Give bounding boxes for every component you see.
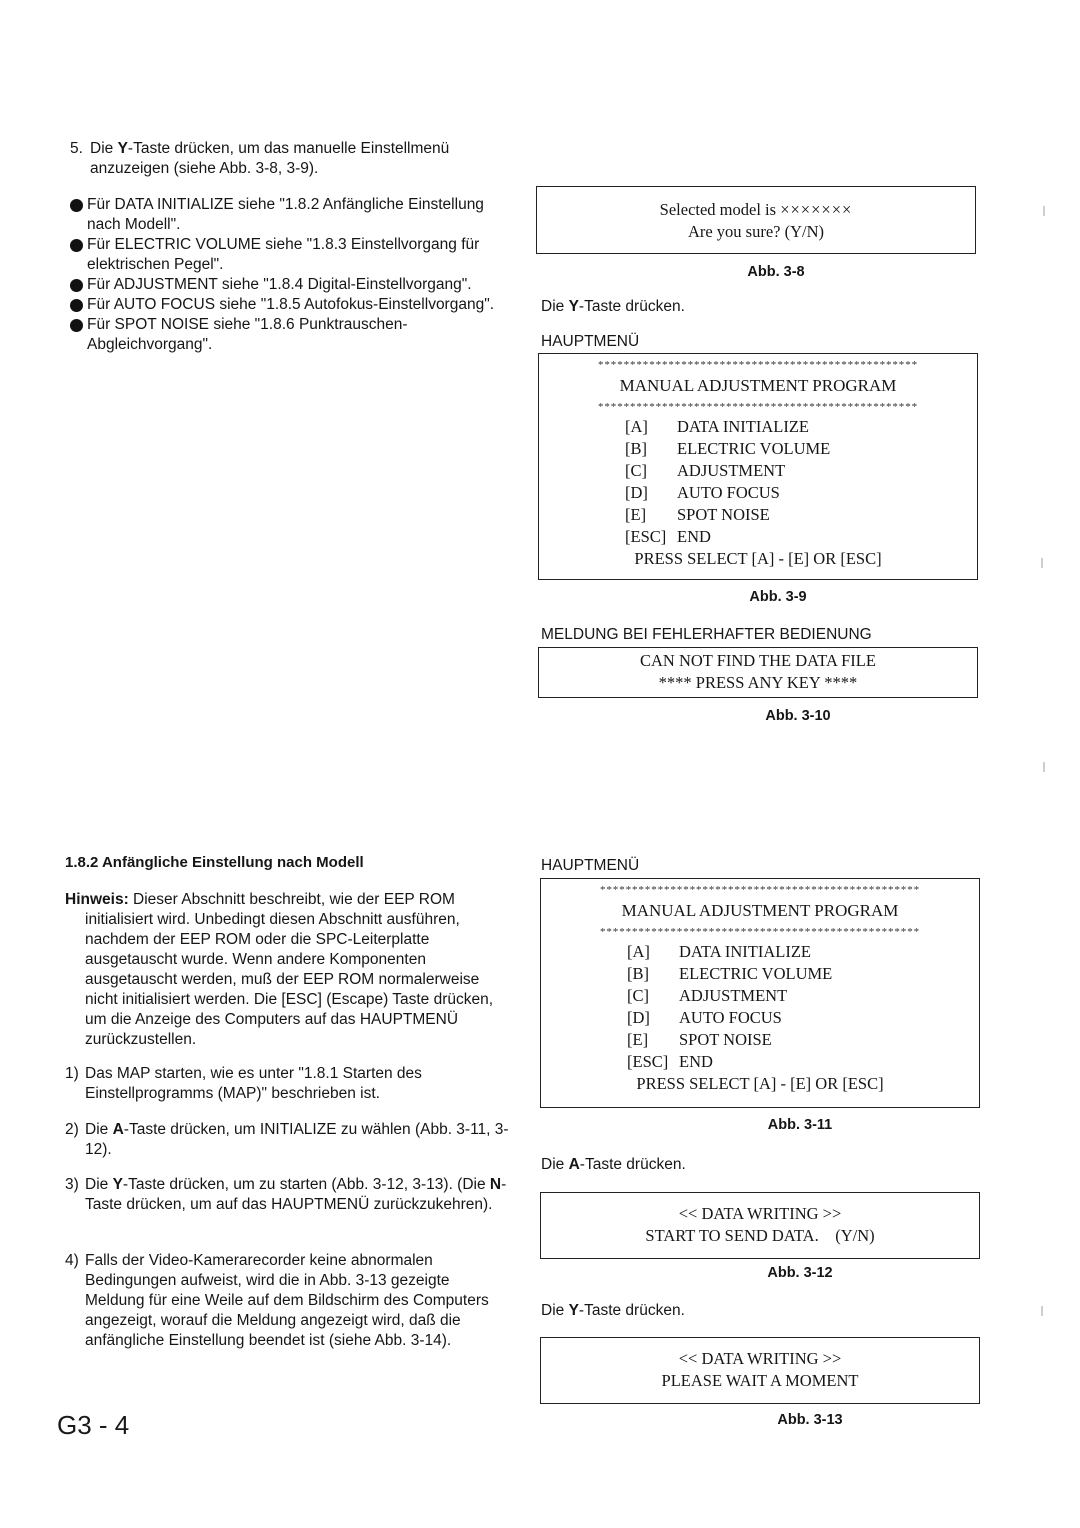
menu-title: MANUAL ADJUSTMENT PROGRAM	[619, 376, 897, 395]
menu-item-adjustment: [C] ADJUSTMENT	[625, 461, 786, 480]
instruction-text: Die Y-Taste drücken.	[541, 298, 685, 315]
scan-artifact	[1041, 1306, 1043, 1316]
figure-caption: Abb. 3-10	[765, 708, 831, 724]
screen-main-menu	[540, 878, 980, 1108]
menu-label: HAUPTMENÜ	[541, 333, 640, 350]
scan-artifact	[1043, 762, 1045, 772]
menu-item-electric-volume: [B] ELECTRIC VOLUME	[627, 964, 833, 983]
menu-item-data-initialize: [A] DATA INITIALIZE	[627, 942, 812, 961]
key-name: A	[568, 1156, 580, 1173]
key-name: Y	[568, 1302, 579, 1319]
step-number: 5.	[70, 140, 83, 157]
list-item: Für SPOT NOISE siehe "1.8.6 Punktrauschen-Abgleichvorgang".	[70, 315, 510, 355]
model-placeholder: ×××××××	[780, 200, 853, 219]
bullet-icon	[70, 239, 83, 252]
stars-divider: **************************************************	[600, 884, 920, 896]
key-name: A	[112, 1121, 124, 1138]
step-4	[65, 1251, 510, 1351]
figure-caption: Abb. 3-9	[749, 589, 807, 605]
list-item: Für ELECTRIC VOLUME siehe "1.8.3 Einstellvorgang für elektrischen Pegel".	[70, 235, 510, 275]
page-number: G3 - 4	[57, 1410, 130, 1440]
menu-label: HAUPTMENÜ	[541, 857, 640, 874]
step-text: Falls der Video-Kamerarecorder keine abnormalen Bedingungen aufweist, wird die in Abb. 3-13 gezeigte Meldung für eine Weile auf dem Bildschirm des Computers angezeigt, worauf die Meldung angezeigt wird, daß die anfängliche Einstellung beendet ist (siehe Abb. 3-14).	[85, 1252, 489, 1349]
scan-artifact	[1043, 206, 1045, 216]
figure-caption: Abb. 3-13	[777, 1412, 843, 1428]
step-number: 4)	[65, 1252, 79, 1269]
instruction-text: Die Y-Taste drücken.	[541, 1302, 685, 1319]
key-name: Y	[117, 140, 128, 157]
figure-caption: Abb. 3-11	[767, 1117, 833, 1133]
bullet-icon	[70, 199, 83, 212]
list-item: Für AUTO FOCUS siehe "1.8.5 Autofokus-Einstellvorgang".	[70, 295, 510, 315]
menu-item-end: [ESC] END	[625, 527, 711, 546]
menu-item-auto-focus: [D] AUTO FOCUS	[625, 483, 780, 502]
step-text: Die Y-Taste drücken, um zu starten (Abb. 3-12, 3-13). (Die N-Taste drücken, um auf das HAUPTMENÜ zurückzukehren).	[85, 1176, 507, 1213]
step-1	[65, 1064, 510, 1104]
error-section-label: MELDUNG BEI FEHLERHAFTER BEDIENUNG	[541, 626, 872, 643]
step-text: Das MAP starten, wie es unter "1.8.1 Starten des Einstellprogramms (MAP)" beschrieben ist.	[85, 1065, 422, 1102]
screen-data-writing-wait: << DATA WRITING >> PLEASE WAIT A MOMENT	[540, 1337, 980, 1404]
menu-prompt: PRESS SELECT [A] - [E] OR [ESC]	[634, 549, 882, 568]
note-label: Hinweis:	[65, 891, 129, 908]
step-text: Die Y-Taste drücken, um das manuelle Einstellmenü anzuzeigen (siehe Abb. 3-8, 3-9).	[90, 140, 450, 177]
menu-prompt: PRESS SELECT [A] - [E] OR [ESC]	[636, 1074, 884, 1093]
menu-item-data-initialize: [A] DATA INITIALIZE	[625, 417, 810, 436]
stars-divider: **************************************************	[598, 359, 918, 371]
step-3	[65, 1175, 510, 1215]
list-item: Für ADJUSTMENT siehe "1.8.4 Digital-Einstellvorgang".	[70, 275, 510, 295]
note-text: Dieser Abschnitt beschreibt, wie der EEP ROM initialisiert wird. Unbedingt diesen Abschnitt ausführen, nachdem der EEP ROM oder die SPC-Leiterplatte ausgetauscht wurde. Wenn andere Komponenten ausgetauscht werden, muß der EEP ROM normalerweise nicht initialisiert werden. Die [ESC] (Escape) Taste drücken, um die Anzeige des Computers auf das HAUPTMENÜ zurückzustellen.	[85, 891, 494, 1048]
note-paragraph	[65, 890, 510, 1050]
step-number: 1)	[65, 1065, 79, 1082]
menu-item-spot-noise: [E] SPOT NOISE	[625, 505, 770, 524]
menu-items	[625, 416, 977, 548]
menu-item-end: [ESC] END	[627, 1052, 713, 1071]
step-2	[65, 1120, 510, 1160]
figure-caption: Abb. 3-8	[747, 264, 805, 280]
menu-item-electric-volume: [B] ELECTRIC VOLUME	[625, 439, 831, 458]
menu-item-adjustment: [C] ADJUSTMENT	[627, 986, 788, 1005]
list-item: Für DATA INITIALIZE siehe "1.8.2 Anfängliche Einstellung nach Modell".	[70, 195, 510, 235]
screen-data-writing-confirm: << DATA WRITING >> START TO SEND DATA. (Y/N)	[540, 1192, 980, 1259]
menu-title: MANUAL ADJUSTMENT PROGRAM	[621, 901, 899, 920]
screen-model-confirm: Selected model is ××××××× Are you sure? (Y/N)	[536, 186, 976, 254]
step-number: 2)	[65, 1121, 79, 1138]
figure-caption: Abb. 3-12	[767, 1265, 833, 1281]
scan-artifact	[1041, 558, 1043, 568]
stars-divider: **************************************************	[598, 401, 918, 413]
menu-items	[627, 941, 979, 1073]
key-name: N	[489, 1176, 502, 1193]
step-number: 3)	[65, 1176, 79, 1193]
step-5	[70, 139, 510, 179]
stars-divider: **************************************************	[600, 926, 920, 938]
menu-item-auto-focus: [D] AUTO FOCUS	[627, 1008, 782, 1027]
key-name: Y	[568, 298, 579, 315]
instruction-text: Die A-Taste drücken.	[541, 1156, 686, 1173]
screen-error-message: CAN NOT FIND THE DATA FILE **** PRESS ANY KEY ****	[538, 647, 978, 698]
step-text: Die A-Taste drücken, um INITIALIZE zu wählen (Abb. 3-11, 3-12).	[85, 1121, 509, 1158]
section-title: 1.8.2 Anfängliche Einstellung nach Modell	[65, 854, 364, 871]
bullet-icon	[70, 279, 83, 292]
screen-main-menu	[538, 353, 978, 580]
bullet-icon	[70, 299, 83, 312]
key-name: Y	[112, 1176, 123, 1193]
menu-reference-list	[70, 195, 510, 355]
bullet-icon	[70, 319, 83, 332]
menu-item-spot-noise: [E] SPOT NOISE	[627, 1030, 772, 1049]
